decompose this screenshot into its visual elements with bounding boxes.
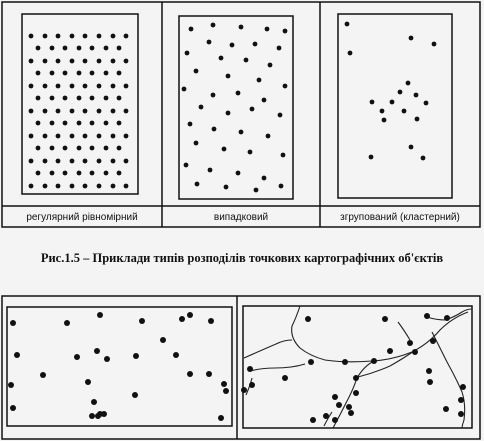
regular-point [56, 134, 61, 139]
clustered-point [348, 51, 353, 56]
bottom-panels-frame [2, 296, 480, 439]
regular-point [111, 84, 116, 89]
clustered-point [380, 109, 385, 114]
random-point [268, 63, 273, 68]
regular-point [97, 34, 102, 39]
bottom-right-point [282, 375, 288, 381]
regular-point [104, 96, 109, 101]
regular-point [77, 171, 82, 176]
random-point [199, 105, 204, 110]
bottom-left-point [218, 415, 224, 421]
regular-point [111, 109, 116, 114]
regular-point [63, 121, 68, 126]
bottom-left-point [187, 371, 193, 377]
regular-point [104, 71, 109, 76]
regular-point [56, 159, 61, 164]
random-point [236, 91, 241, 96]
bottom-right-point [249, 382, 255, 388]
random-point [224, 185, 229, 190]
top-points-layer [29, 22, 437, 193]
bottom-right-box [243, 306, 472, 428]
bottom-right-point [426, 368, 432, 374]
regular-point [43, 159, 48, 164]
regular-point [29, 159, 34, 164]
random-point [248, 150, 253, 155]
regular-point [43, 134, 48, 139]
random-point [283, 29, 288, 34]
regular-point [56, 109, 61, 114]
regular-point [117, 96, 122, 101]
regular-point [70, 109, 75, 114]
regular-point [117, 146, 122, 151]
bottom-right-point [305, 316, 311, 322]
regular-point [111, 159, 116, 164]
random-point [278, 113, 283, 118]
river-lines [244, 306, 472, 428]
random-point [194, 141, 199, 146]
regular-point [36, 146, 41, 151]
regular-panel-box [22, 14, 138, 194]
regular-point [29, 59, 34, 64]
random-point [253, 42, 258, 47]
regular-point [104, 171, 109, 176]
regular-point [83, 159, 88, 164]
regular-point [77, 121, 82, 126]
random-point [212, 127, 217, 132]
random-point [236, 171, 241, 176]
bottom-left-point [173, 352, 179, 358]
regular-point [111, 134, 116, 139]
bottom-right-point [241, 387, 247, 393]
bottom-right-point [308, 359, 314, 365]
bottom-right-point [427, 379, 433, 385]
regular-point [70, 134, 75, 139]
regular-point [83, 134, 88, 139]
bottom-right-point [348, 410, 354, 416]
regular-point [97, 184, 102, 189]
bottom-right-point [412, 349, 418, 355]
random-point [208, 168, 213, 173]
regular-point [111, 34, 116, 39]
bottom-left-point [97, 312, 103, 318]
regular-point [124, 109, 129, 114]
random-point [239, 130, 244, 135]
bottom-left-point [10, 405, 16, 411]
random-point [279, 184, 284, 189]
bottom-right-point [353, 375, 359, 381]
regular-point [63, 96, 68, 101]
regular-point [50, 171, 55, 176]
regular-point [124, 159, 129, 164]
figure-caption: Рис.1.5 – Приклади типів розподілів точкових картографічних об'єктів [40, 251, 444, 265]
clustered-point [409, 145, 414, 150]
random-point [262, 176, 267, 181]
clustered-point [409, 36, 414, 41]
bottom-left-point [139, 318, 145, 324]
regular-point [83, 34, 88, 39]
random-point [281, 153, 286, 158]
random-point [189, 27, 194, 32]
bottom-left-point [133, 353, 139, 359]
regular-point [83, 59, 88, 64]
regular-point [97, 59, 102, 64]
random-point [265, 27, 270, 32]
bottom-left-point [208, 318, 214, 324]
random-point [257, 78, 262, 83]
bottom-right-point [342, 359, 348, 365]
clustered-point [390, 100, 395, 105]
regular-point [36, 121, 41, 126]
clustered-point [369, 155, 374, 160]
regular-point [50, 71, 55, 76]
regular-point [111, 59, 116, 64]
regular-point [97, 84, 102, 89]
clustered-point [414, 93, 419, 98]
random-panel-box [179, 16, 293, 199]
regular-point [77, 71, 82, 76]
regular-point [124, 184, 129, 189]
regular-point [117, 71, 122, 76]
regular-point [36, 96, 41, 101]
random-point [266, 134, 271, 139]
random-point [250, 107, 255, 112]
bottom-right-point [444, 315, 450, 321]
random-point [254, 188, 259, 193]
regular-point [90, 71, 95, 76]
regular-point [124, 84, 129, 89]
regular-point [36, 171, 41, 176]
regular-point [77, 46, 82, 51]
regular-point [56, 84, 61, 89]
regular-point [70, 184, 75, 189]
regular-point [43, 34, 48, 39]
regular-point [63, 46, 68, 51]
regular-point [124, 34, 129, 39]
regular-point [90, 171, 95, 176]
random-point [182, 87, 187, 92]
regular-point [36, 46, 41, 51]
regular-point [90, 96, 95, 101]
regular-point [70, 59, 75, 64]
random-point [277, 46, 282, 51]
regular-point [29, 184, 34, 189]
regular-point [29, 34, 34, 39]
clustered-point [402, 109, 407, 114]
bottom-left-point [74, 354, 80, 360]
clustered-point [406, 81, 411, 86]
bottom-right-point [336, 402, 342, 408]
bottom-right-point [430, 338, 436, 344]
random-point [194, 69, 199, 74]
random-point [244, 58, 249, 63]
regular-point [97, 109, 102, 114]
random-point [188, 122, 193, 127]
regular-point [117, 46, 122, 51]
bottom-left-point [10, 320, 16, 326]
bottom-left-point [179, 316, 185, 322]
random-point [185, 51, 190, 56]
clustered-point [415, 117, 420, 122]
bottom-right-point [460, 384, 466, 390]
bottom-left-point [101, 411, 107, 417]
random-point [219, 56, 224, 61]
bottom-right-point [332, 417, 338, 423]
bottom-right-point [407, 340, 413, 346]
regular-point [70, 159, 75, 164]
regular-point [63, 171, 68, 176]
regular-point [36, 71, 41, 76]
regular-point [29, 109, 34, 114]
regular-point [43, 59, 48, 64]
bottom-left-point [14, 352, 20, 358]
random-point [207, 40, 212, 45]
bottom-left-point [104, 356, 110, 362]
regular-point [83, 84, 88, 89]
bottom-right-point [371, 358, 377, 364]
regular-point [90, 121, 95, 126]
regular-point [104, 146, 109, 151]
bottom-left-point [95, 413, 101, 419]
regular-point [56, 34, 61, 39]
regular-label: регулярний рівномірний [26, 212, 138, 223]
random-point [195, 182, 200, 187]
regular-point [90, 146, 95, 151]
random-point [262, 98, 267, 103]
random-point [211, 93, 216, 98]
bottom-left-point [132, 392, 138, 398]
bottom-left-point [160, 337, 166, 343]
regular-point [77, 146, 82, 151]
random-label: випадковий [213, 212, 269, 223]
clustered-point [424, 101, 429, 106]
regular-point [104, 46, 109, 51]
regular-point [97, 159, 102, 164]
regular-point [43, 184, 48, 189]
bottom-left-point [94, 348, 100, 354]
regular-point [83, 109, 88, 114]
regular-point [83, 184, 88, 189]
random-point [230, 43, 235, 48]
clustered-point [398, 90, 403, 95]
clustered-point [370, 100, 375, 105]
regular-point [29, 134, 34, 139]
bottom-left-point [8, 382, 14, 388]
regular-point [117, 171, 122, 176]
regular-point [97, 134, 102, 139]
bottom-right-point [443, 406, 449, 412]
clustered-point [382, 118, 387, 123]
bottom-left-point [64, 320, 70, 326]
regular-point [90, 46, 95, 51]
regular-point [77, 96, 82, 101]
clustered-point [432, 42, 437, 47]
bottom-left-point [85, 379, 91, 385]
regular-point [50, 96, 55, 101]
regular-point [43, 109, 48, 114]
bottom-right-point [247, 366, 253, 372]
random-point [226, 74, 231, 79]
bottom-left-point [221, 381, 227, 387]
regular-point [43, 84, 48, 89]
bottom-right-point [353, 390, 359, 396]
bottom-right-point [458, 411, 464, 417]
bottom-right-point [458, 397, 464, 403]
regular-point [111, 184, 116, 189]
regular-point [29, 84, 34, 89]
bottom-right-point [332, 394, 338, 400]
bottom-left-box [7, 307, 232, 426]
bottom-right-point [424, 313, 430, 319]
bottom-left-point [206, 371, 212, 377]
random-point [226, 111, 231, 116]
regular-point [117, 121, 122, 126]
regular-point [124, 134, 129, 139]
regular-point [63, 146, 68, 151]
random-point [222, 147, 227, 152]
regular-point [70, 84, 75, 89]
clustered-point [345, 22, 350, 27]
bottom-right-point [387, 348, 393, 354]
bottom-left-point [89, 413, 95, 419]
bottom-left-point [40, 372, 46, 378]
bottom-left-point [223, 388, 229, 394]
regular-point [50, 146, 55, 151]
bottom-right-point [382, 316, 388, 322]
random-point [184, 163, 189, 168]
regular-point [50, 46, 55, 51]
clustered-label: згрупований (кластерний) [340, 212, 460, 223]
bottom-right-point [346, 404, 352, 410]
clustered-panel-box [338, 14, 452, 198]
bottom-left-point [91, 399, 97, 405]
regular-point [124, 59, 129, 64]
bottom-left-point [187, 312, 193, 318]
regular-point [104, 121, 109, 126]
clustered-point [421, 156, 426, 161]
random-point [283, 84, 288, 89]
regular-point [70, 34, 75, 39]
regular-point [56, 184, 61, 189]
regular-point [56, 59, 61, 64]
regular-point [63, 71, 68, 76]
random-point [211, 23, 216, 28]
random-point [239, 25, 244, 30]
bottom-right-point [323, 413, 329, 419]
bottom-right-point [310, 417, 316, 423]
regular-point [50, 121, 55, 126]
